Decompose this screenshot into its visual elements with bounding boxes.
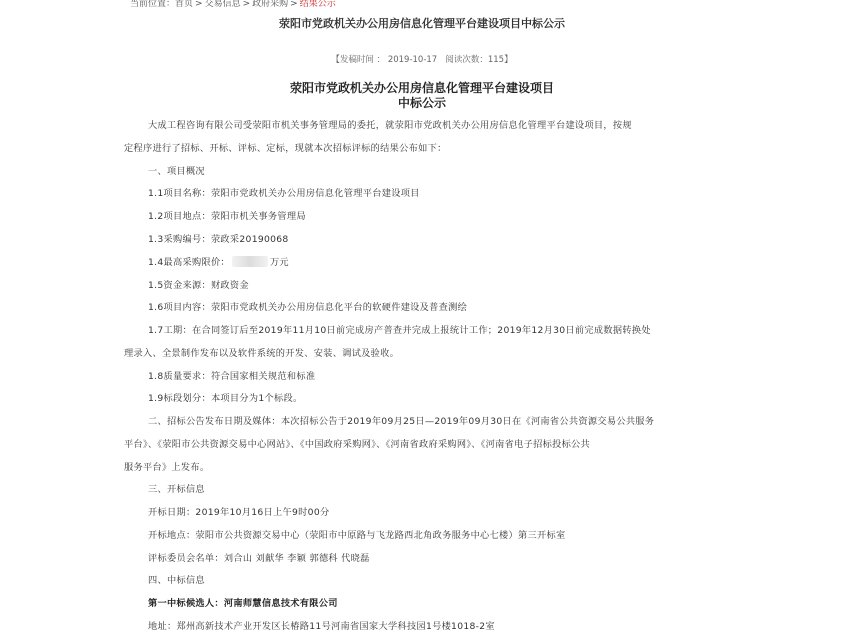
article-title-line1: 荥阳市党政机关办公用房信息化管理平台建设项目 — [289, 81, 554, 95]
redacted-value — [232, 256, 268, 267]
article-title-line2: 中标公示 — [397, 96, 446, 110]
item-1-7-line2: 理录入、全景制作发布以及软件系统的开发、安装、调试及验收。 — [124, 348, 400, 359]
section-2-line2: 平台》、《荥阳市公共资源交易中心网站》、《中国政府采购网》、《河南省政府采购网》、《河南省电子招标投标公共 — [124, 439, 591, 450]
section-4-heading: 四、中标信息 — [148, 575, 205, 586]
breadcrumb-label: 当前位置： — [130, 0, 176, 9]
page-title: 荥阳市党政机关办公用房信息化管理平台建设项目中标公示 — [279, 17, 565, 30]
section-2-line1: 二、招标公告发布日期及媒体：本次招标公告于2019年09月25日—2019年09月30日在《河南省公共资源交易公共服务 — [148, 416, 655, 427]
item-1-2: 1.2项目地点：荥阳市机关事务管理局 — [148, 211, 306, 222]
article-title — [0, 81, 844, 111]
views-label: 阅读次数： — [445, 55, 488, 65]
breadcrumb-home[interactable]: 首页 — [175, 0, 194, 9]
breadcrumb-sep: > — [195, 0, 203, 9]
item-1-4-suffix: 万元 — [269, 257, 289, 268]
publish-meta — [0, 53, 844, 65]
item-1-4 — [148, 254, 289, 268]
section-3-heading: 三、开标信息 — [148, 484, 205, 495]
publish-time: 2019-10-17 — [387, 55, 438, 65]
breadcrumb-result-notice[interactable]: 结果公示 — [299, 0, 336, 9]
section-2-line3: 服务平台》上发布。 — [124, 462, 210, 473]
item-1-5: 1.5资金来源：财政资金 — [148, 280, 249, 291]
item-1-8: 1.8质量要求：符合国家相关规范和标准 — [148, 371, 316, 382]
breadcrumb-gov-procurement[interactable]: 政府采购 — [252, 0, 289, 9]
item-1-7-line1: 1.7工期：在合同签订后至2019年11月10日前完成房产普查并完成上报统计工作；2019年12月30日前完成数据转换处 — [148, 325, 651, 336]
bid-opening-date: 开标日期：2019年10月16日上午9时00分 — [148, 507, 330, 518]
intro-line1: 大成工程咨询有限公司受荥阳市机关事务管理局的委托，就荥阳市党政机关办公用房信息化管理平台建设项目，按规 — [148, 120, 632, 131]
breadcrumb-trade-info[interactable]: 交易信息 — [204, 0, 241, 9]
item-1-3: 1.3采购编号：荥政采20190068 — [148, 234, 289, 245]
item-1-9: 1.9标段划分：本项目分为1个标段。 — [148, 393, 303, 404]
intro-line2: 定程序进行了招标、开标、评标、定标，现就本次招标评标的结果公布如下： — [124, 143, 447, 154]
item-1-1: 1.1项目名称：荥阳市党政机关办公用房信息化管理平台建设项目 — [148, 188, 420, 199]
breadcrumb-sep: > — [290, 0, 298, 9]
bid-opening-place: 开标地点：荥阳市公共资源交易中心（荥阳市中原路与飞龙路西北角政务服务中心七楼）第三开标室 — [148, 530, 566, 541]
winning-candidate: 第一中标候选人：河南师慧信息技术有限公司 — [148, 598, 338, 609]
item-1-4-prefix: 1.4最高采购限价： — [148, 257, 230, 268]
meta-close: 】 — [504, 55, 513, 65]
winner-address: 地址：郑州高新技术产业开发区长椿路11号河南省国家大学科技园1号楼1018-2室 — [148, 621, 495, 632]
views-count: 115 — [487, 55, 505, 65]
item-1-6: 1.6项目内容：荥阳市党政机关办公用房信息化平台的软硬件建设及普查测绘 — [148, 302, 468, 313]
breadcrumb-sep: > — [242, 0, 251, 9]
section-1-heading: 一、项目概况 — [148, 166, 205, 177]
breadcrumb — [130, 0, 336, 9]
evaluation-committee: 评标委员会名单：刘合山 刘献华 李颖 郭德科 代晓磊 — [148, 553, 370, 564]
publish-label: 【发稿时间 ： — [331, 55, 386, 65]
